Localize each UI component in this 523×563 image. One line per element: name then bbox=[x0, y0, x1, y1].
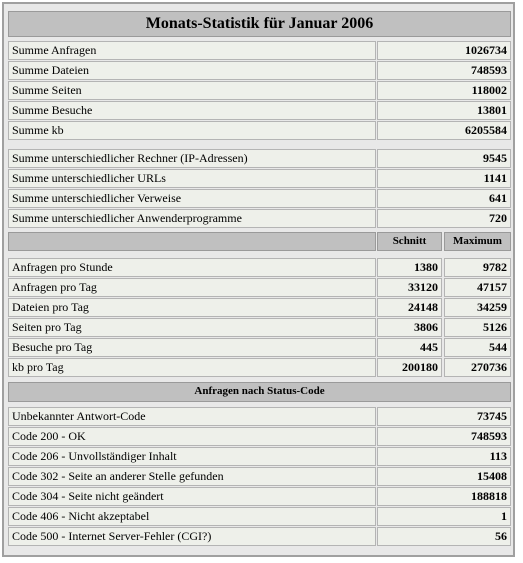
total-value: 13801 bbox=[377, 101, 511, 120]
status-value: 113 bbox=[377, 447, 511, 466]
status-value: 56 bbox=[377, 527, 511, 546]
avg-row-label: kb pro Tag bbox=[8, 358, 376, 377]
unique-value: 1141 bbox=[377, 169, 511, 188]
unique-label: Summe unterschiedlicher Anwenderprogramme bbox=[8, 209, 376, 228]
status-value: 1 bbox=[377, 507, 511, 526]
avg-header-schnitt: Schnitt bbox=[377, 232, 442, 251]
unique-label: Summe unterschiedlicher URLs bbox=[8, 169, 376, 188]
status-header: Anfragen nach Status-Code bbox=[8, 382, 511, 402]
total-label: Summe Seiten bbox=[8, 81, 376, 100]
avg-row-schnitt: 24148 bbox=[377, 298, 442, 317]
unique-label: Summe unterschiedlicher Verweise bbox=[8, 189, 376, 208]
total-value: 1026734 bbox=[377, 41, 511, 60]
avg-header-maximum: Maximum bbox=[444, 232, 511, 251]
avg-row-maximum: 47157 bbox=[444, 278, 511, 297]
stats-table bbox=[2, 2, 515, 557]
avg-header-spacer bbox=[8, 232, 376, 251]
avg-row-maximum: 544 bbox=[444, 338, 511, 357]
avg-row-schnitt: 200180 bbox=[377, 358, 442, 377]
avg-row-schnitt: 3806 bbox=[377, 318, 442, 337]
avg-row-maximum: 34259 bbox=[444, 298, 511, 317]
status-label: Code 200 - OK bbox=[8, 427, 376, 446]
avg-row-label: Anfragen pro Stunde bbox=[8, 258, 376, 277]
total-label: Summe Dateien bbox=[8, 61, 376, 80]
unique-label: Summe unterschiedlicher Rechner (IP-Adressen) bbox=[8, 149, 376, 168]
total-label: Summe Anfragen bbox=[8, 41, 376, 60]
total-label: Summe Besuche bbox=[8, 101, 376, 120]
total-value: 118002 bbox=[377, 81, 511, 100]
avg-row-schnitt: 445 bbox=[377, 338, 442, 357]
avg-row-label: Seiten pro Tag bbox=[8, 318, 376, 337]
status-label: Code 304 - Seite nicht geändert bbox=[8, 487, 376, 506]
status-value: 188818 bbox=[377, 487, 511, 506]
avg-row-schnitt: 33120 bbox=[377, 278, 442, 297]
avg-row-maximum: 270736 bbox=[444, 358, 511, 377]
unique-value: 641 bbox=[377, 189, 511, 208]
avg-row-schnitt: 1380 bbox=[377, 258, 442, 277]
unique-value: 720 bbox=[377, 209, 511, 228]
total-value: 748593 bbox=[377, 61, 511, 80]
unique-value: 9545 bbox=[377, 149, 511, 168]
status-value: 748593 bbox=[377, 427, 511, 446]
avg-row-label: Dateien pro Tag bbox=[8, 298, 376, 317]
status-value: 15408 bbox=[377, 467, 511, 486]
total-label: Summe kb bbox=[8, 121, 376, 140]
status-label: Code 302 - Seite an anderer Stelle gefunden bbox=[8, 467, 376, 486]
status-label: Unbekannter Antwort-Code bbox=[8, 407, 376, 426]
status-value: 73745 bbox=[377, 407, 511, 426]
avg-row-maximum: 9782 bbox=[444, 258, 511, 277]
page-title: Monats-Statistik für Januar 2006 bbox=[8, 11, 511, 37]
avg-row-label: Anfragen pro Tag bbox=[8, 278, 376, 297]
total-value: 6205584 bbox=[377, 121, 511, 140]
status-label: Code 406 - Nicht akzeptabel bbox=[8, 507, 376, 526]
status-label: Code 500 - Internet Server-Fehler (CGI?) bbox=[8, 527, 376, 546]
avg-row-maximum: 5126 bbox=[444, 318, 511, 337]
status-label: Code 206 - Unvollständiger Inhalt bbox=[8, 447, 376, 466]
avg-row-label: Besuche pro Tag bbox=[8, 338, 376, 357]
